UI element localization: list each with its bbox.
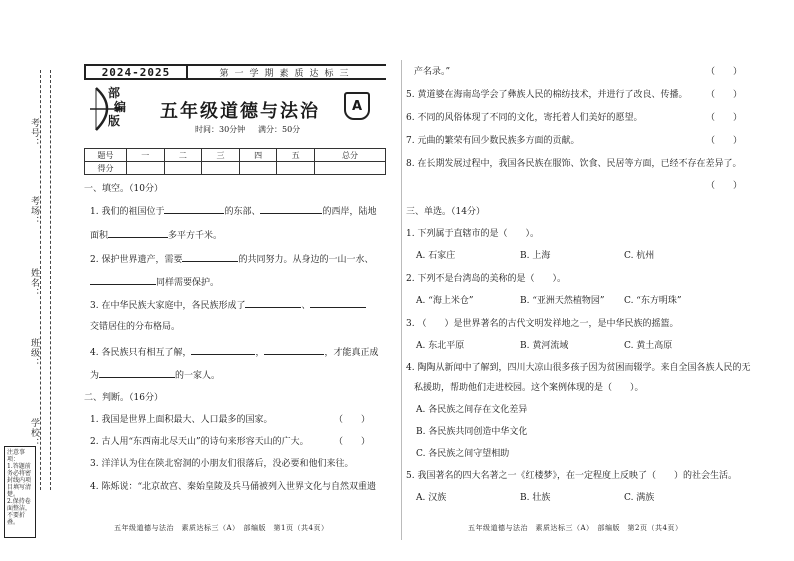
- fill-question-3-line-2: 交错居住的分布格局。: [90, 322, 181, 332]
- choice-option-a[interactable]: A. 各民族之间存在文化差异: [416, 405, 528, 415]
- choice-question-4-line-1: 4. 陶陶从新闻中了解到，四川大凉山很多孩子因为贫困而辍学。来自全国各族人民的无: [406, 363, 751, 373]
- choice-option-c[interactable]: C. 各民族之间守望相助: [416, 449, 510, 459]
- score-header-cell: 总分: [314, 149, 385, 162]
- left-page-footer: 五年级道德与法治 素质达标三（A） 部编版 第1页（共4页）: [114, 524, 329, 532]
- judge-question-3: 3. 洋洋认为住在陕北窑洞的小朋友们很落后，没必要和他们来往。: [90, 459, 354, 469]
- judge-question-4: 4. 陈烁说：“北京故宫、秦始皇陵及兵马俑被列入世界文化与自然双重遗: [90, 482, 377, 492]
- fill-blank[interactable]: [245, 298, 301, 308]
- score-cell[interactable]: [239, 162, 277, 175]
- choice-question-4-line-2: 私援助，帮助他们走进校园。这个案例体现的是（ ）。: [414, 383, 644, 393]
- choice-question-5: 5. 我国著名的四大名著之一《红楼梦》，在一定程度上反映了（ ）的社会生活。: [406, 471, 737, 481]
- fill-question-4-line-2: 为 的一家人。: [90, 368, 220, 382]
- page-divider: [401, 60, 402, 540]
- fill-question-1-line-1: 1. 我们的祖国位于 的东部、 的西岸，陆地: [90, 204, 376, 218]
- version-letter: A: [351, 98, 363, 114]
- fill-blank[interactable]: [99, 368, 175, 378]
- fill-question-1-line-2: 面积 多平方千米。: [90, 228, 222, 242]
- score-header-cell: 三: [202, 149, 240, 162]
- choice-question-3: 3. （ ）是世界著名的古代文明发祥地之一，是中华民族的摇篮。: [406, 319, 679, 329]
- fill-blank[interactable]: [182, 252, 238, 262]
- publisher-char-3: 版: [108, 114, 121, 128]
- choice-option-c[interactable]: C. 杭州: [624, 251, 655, 261]
- judge-question-7: 7. 元曲的繁荣有回少数民族多方面的贡献。: [406, 136, 580, 146]
- exam-room-label: 考场：: [29, 196, 39, 226]
- choice-option-b[interactable]: B. 各民族共同创造中华文化: [416, 427, 528, 437]
- binding-line-inner: [50, 70, 51, 490]
- section-3-title: 三、单选。（14分）: [406, 207, 485, 217]
- choice-option-a[interactable]: A. 汉族: [416, 493, 447, 503]
- fill-blank[interactable]: [108, 228, 168, 238]
- full-score: 满分：50分: [258, 125, 301, 134]
- judge-question-8: 8. 在长期发展过程中，我国各民族在服饰、饮食、民居等方面，已经不存在差异了。: [406, 159, 742, 169]
- judge-question-4-continued: 产名录。”: [414, 67, 451, 77]
- fill-question-3-line-1: 3. 在中华民族大家庭中，各民族形成了 、: [90, 298, 366, 312]
- choice-option-c[interactable]: C. 满族: [624, 493, 655, 503]
- fill-question-2-line-1: 2. 保护世界遗产，需要 的共同努力。从身边的一山一水、: [90, 252, 373, 266]
- fill-blank[interactable]: [310, 298, 366, 308]
- term-box: 第一学期素质达标三: [188, 64, 386, 80]
- choice-option-b[interactable]: B. 黄河流域: [520, 341, 569, 351]
- score-header-cell: 二: [164, 149, 202, 162]
- fill-blank[interactable]: [191, 345, 255, 355]
- exam-number-label: 考号：: [29, 118, 39, 148]
- publisher-char-1: 部: [108, 86, 121, 100]
- fill-blank[interactable]: [260, 204, 322, 214]
- exam-title: 五年级道德与法治: [160, 101, 320, 122]
- section-2-title: 二、判断。（16分）: [84, 393, 163, 403]
- fill-blank[interactable]: [164, 204, 224, 214]
- choice-option-a[interactable]: A. 石家庄: [416, 251, 456, 261]
- answer-paren[interactable]: （ ）: [706, 136, 743, 146]
- year-box: 2024-2025: [84, 64, 188, 80]
- notes-box: 注意事项： 1.答题前务必将密封线内项目填写清楚。 2.保持卷面整洁，不要折叠。: [4, 446, 36, 538]
- score-header-cell: 四: [239, 149, 277, 162]
- judge-question-1: 1. 我国是世界上面积最大、人口最多的国家。: [90, 415, 273, 425]
- score-table: [84, 148, 386, 175]
- judge-question-6: 6. 不同的风俗体现了不同的文化，寄托着人们美好的愿望。: [406, 113, 643, 123]
- fill-blank[interactable]: [264, 345, 324, 355]
- right-page-footer: 五年级道德与法治 素质达标三（A） 部编版 第2页（共4页）: [468, 524, 683, 532]
- judge-question-5: 5. 黄道婆在海南岛学会了彝族人民的棉纺技术，并进行了改良、传播。: [406, 90, 688, 100]
- choice-option-b[interactable]: B. 壮族: [520, 493, 551, 503]
- score-cell[interactable]: [314, 162, 385, 175]
- section-1-title: 一、填空。（10分）: [84, 184, 163, 194]
- answer-paren[interactable]: （ ）: [706, 181, 743, 191]
- class-label: 班级：: [29, 338, 39, 368]
- fill-question-2-line-2: 同样需要保护。: [90, 275, 219, 289]
- score-cell[interactable]: [127, 162, 165, 175]
- score-header-cell: 五: [277, 149, 315, 162]
- choice-question-2: 2. 下列不是台湾岛的美称的是（ ）。: [406, 274, 566, 284]
- choice-question-1: 1. 下列属于直辖市的是（ ）。: [406, 229, 539, 239]
- fill-blank[interactable]: [90, 275, 156, 285]
- answer-paren[interactable]: （ ）: [706, 113, 743, 123]
- version-shield: [344, 92, 370, 120]
- choice-option-a[interactable]: A. 东北平原: [416, 341, 465, 351]
- choice-option-b[interactable]: B. “亚洲天然植物园”: [520, 296, 605, 306]
- answer-paren[interactable]: （ ）: [334, 437, 371, 447]
- answer-paren[interactable]: （ ）: [706, 90, 743, 100]
- score-row-label: 得分: [85, 162, 127, 175]
- score-cell[interactable]: [202, 162, 240, 175]
- choice-option-c[interactable]: C. “东方明珠”: [624, 296, 682, 306]
- publisher-char-2: 编: [114, 100, 127, 114]
- time-limit: 时间：30分钟: [195, 125, 246, 134]
- answer-paren[interactable]: （ ）: [334, 415, 371, 425]
- name-label: 姓名：: [29, 268, 39, 298]
- school-label: 学校：: [29, 418, 39, 448]
- score-header-cell: 题号: [85, 149, 127, 162]
- answer-paren[interactable]: （ ）: [706, 67, 743, 77]
- choice-option-c[interactable]: C. 黄土高原: [624, 341, 673, 351]
- choice-option-b[interactable]: B. 上海: [520, 251, 551, 261]
- fill-question-4-line-1: 4. 各民族只有相互了解， ， ，才能真正成: [90, 345, 378, 359]
- choice-option-a[interactable]: A. “海上米仓”: [416, 296, 474, 306]
- judge-question-2: 2. 古人用“东西南北尽天山”的诗句来形容天山的广大。: [90, 437, 309, 447]
- score-cell[interactable]: [277, 162, 315, 175]
- score-header-cell: 一: [127, 149, 165, 162]
- score-cell[interactable]: [164, 162, 202, 175]
